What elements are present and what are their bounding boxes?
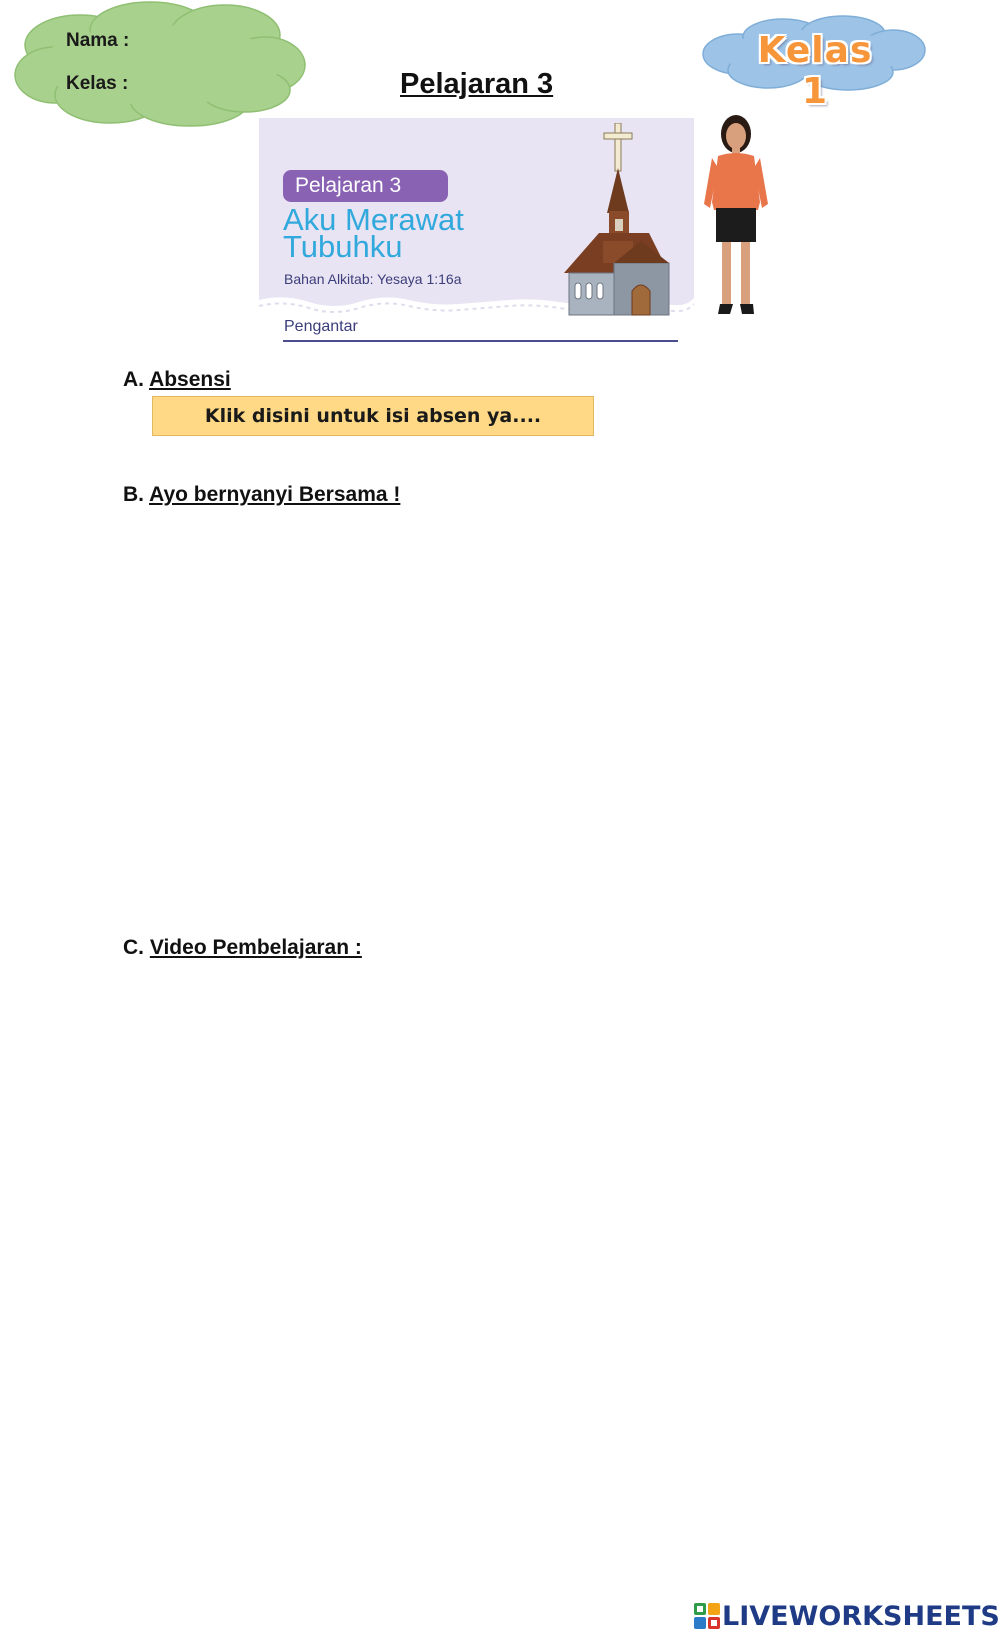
section-c-title: Video Pembelajaran : [149,936,362,959]
teacher-photo [700,112,772,332]
name-class-cloud [10,0,310,130]
banner-heading-line1: Aku Merawat [283,202,464,237]
section-a-title: Absensi [149,368,231,391]
grade-badge-text: Kelas 1 [757,30,873,112]
section-c-heading [123,936,362,960]
brand-text: LIVEWORKSHEETS [722,1600,1000,1632]
section-b-heading [123,483,400,507]
banner-footer-label: Pengantar [284,318,358,335]
section-b-marker: B. [123,483,144,506]
section-a-marker: A. [123,368,144,391]
liveworksheets-logo-icon [694,1603,720,1629]
section-a-heading [123,368,231,392]
section-c-marker: C. [123,936,144,959]
liveworksheets-brand[interactable] [694,1599,1000,1633]
banner-rule [283,340,678,342]
bible-source: Bahan Alkitab: Yesaya 1:16a [284,271,462,287]
banner-heading [283,202,543,264]
page-title: Pelajaran 3 [400,68,554,100]
lesson-banner [259,118,694,344]
lesson-label-pill: Pelajaran 3 [283,170,448,202]
name-label: Nama : [66,30,130,51]
banner-heading-line2: Tubuhku [283,229,403,264]
class-label: Kelas : [66,73,129,94]
attendance-link-button[interactable]: Klik disini untuk isi absen ya.... [152,396,594,436]
church-illustration [559,123,679,318]
section-b-title: Ayo bernyanyi Bersama ! [149,483,401,506]
